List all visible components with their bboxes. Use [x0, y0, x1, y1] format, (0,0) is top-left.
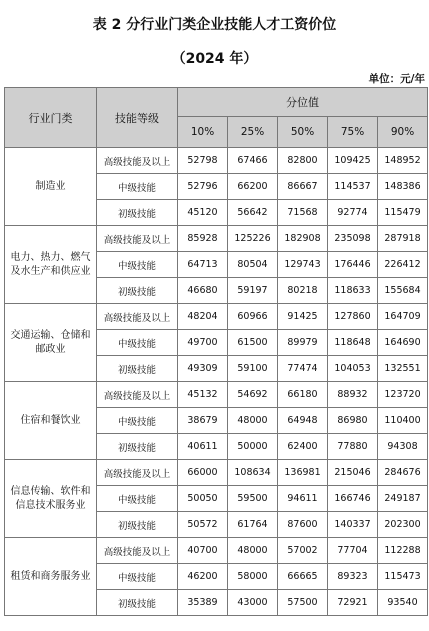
skill-level: 初级技能	[97, 512, 178, 538]
wage-value: 67466	[228, 148, 278, 174]
header-p75: 75%	[328, 117, 378, 148]
wage-value: 54692	[228, 382, 278, 408]
wage-value: 94308	[378, 434, 428, 460]
table-row	[5, 460, 428, 486]
wage-value: 59100	[228, 356, 278, 382]
skill-level: 高级技能及以上	[97, 460, 178, 486]
industry-name: 制造业	[5, 148, 97, 226]
wage-value: 104053	[328, 356, 378, 382]
wage-value: 93540	[378, 590, 428, 616]
wage-value: 215046	[328, 460, 378, 486]
wage-value: 182908	[278, 226, 328, 252]
wage-value: 92774	[328, 200, 378, 226]
wage-value: 108634	[228, 460, 278, 486]
wage-value: 80218	[278, 278, 328, 304]
skill-level: 高级技能及以上	[97, 148, 178, 174]
wage-value: 59500	[228, 486, 278, 512]
wage-value: 40700	[178, 538, 228, 564]
wage-value: 114537	[328, 174, 378, 200]
wage-value: 66180	[278, 382, 328, 408]
wage-value: 45120	[178, 200, 228, 226]
wage-value: 48000	[228, 538, 278, 564]
skill-level: 初级技能	[97, 200, 178, 226]
wage-value: 72921	[328, 590, 378, 616]
header-percentile: 分位值	[178, 88, 428, 117]
wage-value: 91425	[278, 304, 328, 330]
wage-value: 80504	[228, 252, 278, 278]
wage-value: 60966	[228, 304, 278, 330]
wage-value: 226412	[378, 252, 428, 278]
wage-value: 85928	[178, 226, 228, 252]
wage-value: 52798	[178, 148, 228, 174]
wage-value: 82800	[278, 148, 328, 174]
wage-value: 249187	[378, 486, 428, 512]
wage-value: 89323	[328, 564, 378, 590]
wage-value: 38679	[178, 408, 228, 434]
table-subtitle: （2024 年）	[171, 51, 258, 67]
wage-value: 115479	[378, 200, 428, 226]
table-row	[5, 226, 428, 252]
wage-value: 45132	[178, 382, 228, 408]
wage-value: 49309	[178, 356, 228, 382]
skill-level: 中级技能	[97, 330, 178, 356]
wage-value: 148952	[378, 148, 428, 174]
wage-value: 176446	[328, 252, 378, 278]
wage-value: 57500	[278, 590, 328, 616]
industry-name: 信息传输、软件和信息技术服务业	[5, 460, 97, 538]
wage-value: 94611	[278, 486, 328, 512]
industry-name: 电力、热力、燃气及水生产和供应业	[5, 226, 97, 304]
wage-value: 50572	[178, 512, 228, 538]
wage-value: 71568	[278, 200, 328, 226]
skill-level: 中级技能	[97, 252, 178, 278]
wage-value: 66000	[178, 460, 228, 486]
wage-value: 35389	[178, 590, 228, 616]
wage-value: 62400	[278, 434, 328, 460]
wage-value: 127860	[328, 304, 378, 330]
wage-value: 59197	[228, 278, 278, 304]
wage-value: 112288	[378, 538, 428, 564]
wage-value: 58000	[228, 564, 278, 590]
wage-value: 86980	[328, 408, 378, 434]
wage-value: 202300	[378, 512, 428, 538]
skill-level: 中级技能	[97, 408, 178, 434]
header-industry: 行业门类	[5, 88, 97, 148]
wage-value: 166746	[328, 486, 378, 512]
wage-value: 88932	[328, 382, 378, 408]
wage-value: 77704	[328, 538, 378, 564]
industry-name: 租赁和商务服务业	[5, 538, 97, 616]
wage-value: 48204	[178, 304, 228, 330]
industry-name: 住宿和餐饮业	[5, 382, 97, 460]
wage-value: 49700	[178, 330, 228, 356]
skill-level: 中级技能	[97, 564, 178, 590]
wage-value: 77880	[328, 434, 378, 460]
wage-value: 129743	[278, 252, 328, 278]
wage-value: 110400	[378, 408, 428, 434]
wage-value: 57002	[278, 538, 328, 564]
wage-value: 46200	[178, 564, 228, 590]
wage-value: 89979	[278, 330, 328, 356]
skill-level: 初级技能	[97, 434, 178, 460]
wage-value: 43000	[228, 590, 278, 616]
skill-level: 中级技能	[97, 174, 178, 200]
wage-value: 123720	[378, 382, 428, 408]
wage-value: 86667	[278, 174, 328, 200]
wage-value: 164690	[378, 330, 428, 356]
table-row	[5, 304, 428, 330]
wage-value: 118648	[328, 330, 378, 356]
wage-value: 50000	[228, 434, 278, 460]
wage-value: 40611	[178, 434, 228, 460]
wage-value: 61500	[228, 330, 278, 356]
wage-value: 77474	[278, 356, 328, 382]
wage-value: 66200	[228, 174, 278, 200]
wage-value: 87600	[278, 512, 328, 538]
wage-table	[4, 87, 428, 616]
table-row	[5, 382, 428, 408]
table-row	[5, 148, 428, 174]
skill-level: 高级技能及以上	[97, 382, 178, 408]
wage-value: 132551	[378, 356, 428, 382]
wage-value: 66665	[278, 564, 328, 590]
wage-value: 64713	[178, 252, 228, 278]
wage-value: 155684	[378, 278, 428, 304]
wage-value: 148386	[378, 174, 428, 200]
wage-value: 125226	[228, 226, 278, 252]
wage-value: 109425	[328, 148, 378, 174]
skill-level: 高级技能及以上	[97, 538, 178, 564]
skill-level: 初级技能	[97, 278, 178, 304]
wage-value: 56642	[228, 200, 278, 226]
wage-value: 235098	[328, 226, 378, 252]
skill-level: 初级技能	[97, 590, 178, 616]
wage-value: 50050	[178, 486, 228, 512]
header-p10: 10%	[178, 117, 228, 148]
header-level: 技能等级	[97, 88, 178, 148]
header-p50: 50%	[278, 117, 328, 148]
industry-name: 交通运输、仓储和邮政业	[5, 304, 97, 382]
wage-value: 284676	[378, 460, 428, 486]
header-p25: 25%	[228, 117, 278, 148]
wage-value: 48000	[228, 408, 278, 434]
skill-level: 初级技能	[97, 356, 178, 382]
unit-label: 单位：元/年	[368, 73, 425, 85]
table-title: 表 2 分行业门类企业技能人才工资价位	[92, 17, 337, 33]
table-row	[5, 538, 428, 564]
wage-value: 46680	[178, 278, 228, 304]
skill-level: 中级技能	[97, 486, 178, 512]
wage-value: 52796	[178, 174, 228, 200]
wage-value: 115473	[378, 564, 428, 590]
wage-value: 140337	[328, 512, 378, 538]
wage-value: 136981	[278, 460, 328, 486]
wage-value: 64948	[278, 408, 328, 434]
skill-level: 高级技能及以上	[97, 226, 178, 252]
wage-value: 118633	[328, 278, 378, 304]
wage-value: 61764	[228, 512, 278, 538]
wage-value: 164709	[378, 304, 428, 330]
wage-value: 287918	[378, 226, 428, 252]
header-p90: 90%	[378, 117, 428, 148]
skill-level: 高级技能及以上	[97, 304, 178, 330]
